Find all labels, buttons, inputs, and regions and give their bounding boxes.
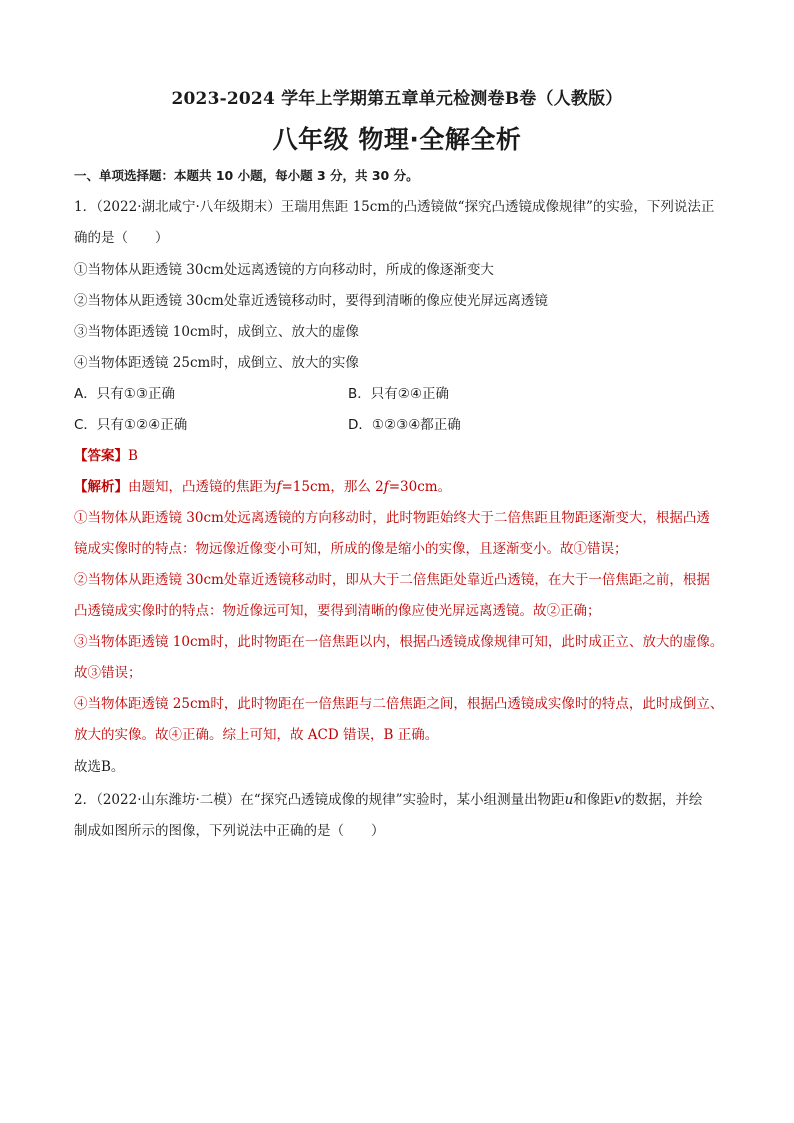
object-distance-symbol: u [564, 792, 574, 808]
q1-analysis-line: 凸透镜成实像时的特点：物近像远可知，要得到清晰的像应使光屏远离透镜。故②正确； [74, 603, 601, 619]
q1-stem-line1: 1．（2022·湖北咸宁·八年级期末）王瑞用焦距 15cm的凸透镜做“探究凸透镜成像规律”的实验，下列说法正 [74, 199, 715, 215]
q1-conclusion: 故选B。 [74, 759, 125, 775]
exam-title: 2023-2024 学年上学期第五章单元检测卷B卷（人教版） [171, 89, 623, 109]
q1-analysis-line: ③当物体距透镜 10cm时，此时物距在一倍焦距以内，根据凸透镜成像规律可知，此时成正立、放大的虚像。 [74, 634, 724, 650]
analysis-text: =30cm。 [388, 479, 452, 495]
q1-statement-1: ①当物体从距透镜 30cm处远离透镜的方向移动时，所成的像逐渐变大 [74, 262, 494, 278]
q1-analysis-line: ②当物体从距透镜 30cm处靠近透镜移动时，即从大于二倍焦距处靠近凸透镜，在大于一倍焦距之前，根据 [74, 572, 710, 588]
q2-stem-line1 [74, 790, 734, 810]
answer-label: 【答案】 [74, 448, 128, 464]
q1-option-d: D．①②③④都正确 [348, 417, 461, 433]
q1-statement-2: ②当物体从距透镜 30cm处靠近透镜移动时，要得到清晰的像应使光屏远离透镜 [74, 293, 548, 309]
q1-option-b: B．只有②④正确 [348, 386, 449, 402]
q1-analysis-line: ④当物体距透镜 25cm时，此时物距在一倍焦距与二倍焦距之间，根据凸透镜成实像时的特点，此时成倒立、 [74, 696, 724, 712]
q1-stem-line2: 确的是（ ） [74, 230, 169, 246]
q1-analysis-line: ①当物体从距透镜 30cm处远离透镜的方向移动时，此时物距始终大于二倍焦距且物距逐渐变大，根据凸透 [74, 510, 710, 526]
q1-answer [74, 446, 734, 466]
section-heading: 一、单项选择题：本题共 10 小题，每小题 3 分，共 30 分。 [74, 168, 419, 183]
q1-analysis-line: 放大的实像。故④正确。综上可知，故 ACD 错误，B 正确。 [74, 727, 439, 743]
q1-analysis-line: 镜成实像时的特点：物远像近像变小可知，所成的像是缩小的实像，且逐渐变小。故①错误； [74, 541, 628, 557]
q1-statement-3: ③当物体距透镜 10cm时，成倒立、放大的虚像 [74, 324, 359, 340]
answer-value: B [128, 448, 138, 464]
exam-subtitle: 八年级 物理·全解全析 [272, 125, 522, 154]
q2-text: 的数据，并绘 [621, 792, 703, 808]
q2-text: 2．（2022·山东潍坊·二模）在“探究凸透镜成像的规律”实验时，某小组测量出物距 [74, 792, 565, 808]
focal-symbol: f [383, 479, 389, 495]
analysis-text: 由题知，凸透镜的焦距为 [128, 479, 277, 495]
q1-option-a: A．只有①③正确 [74, 386, 175, 402]
q1-option-c: C．只有①②④正确 [74, 417, 188, 433]
q1-analysis-intro [74, 477, 734, 497]
focal-symbol: f [276, 479, 282, 495]
analysis-text: =15cm，那么 2 [281, 479, 384, 495]
q1-analysis-line: 故③错误； [74, 665, 142, 681]
q2-text: 和像距 [573, 792, 614, 808]
q1-statement-4: ④当物体距透镜 25cm时，成倒立、放大的实像 [74, 355, 359, 371]
image-distance-symbol: v [613, 792, 622, 808]
q2-stem-line2: 制成如图所示的图像，下列说法中正确的是（ ） [74, 823, 385, 839]
analysis-label: 【解析】 [74, 479, 128, 495]
